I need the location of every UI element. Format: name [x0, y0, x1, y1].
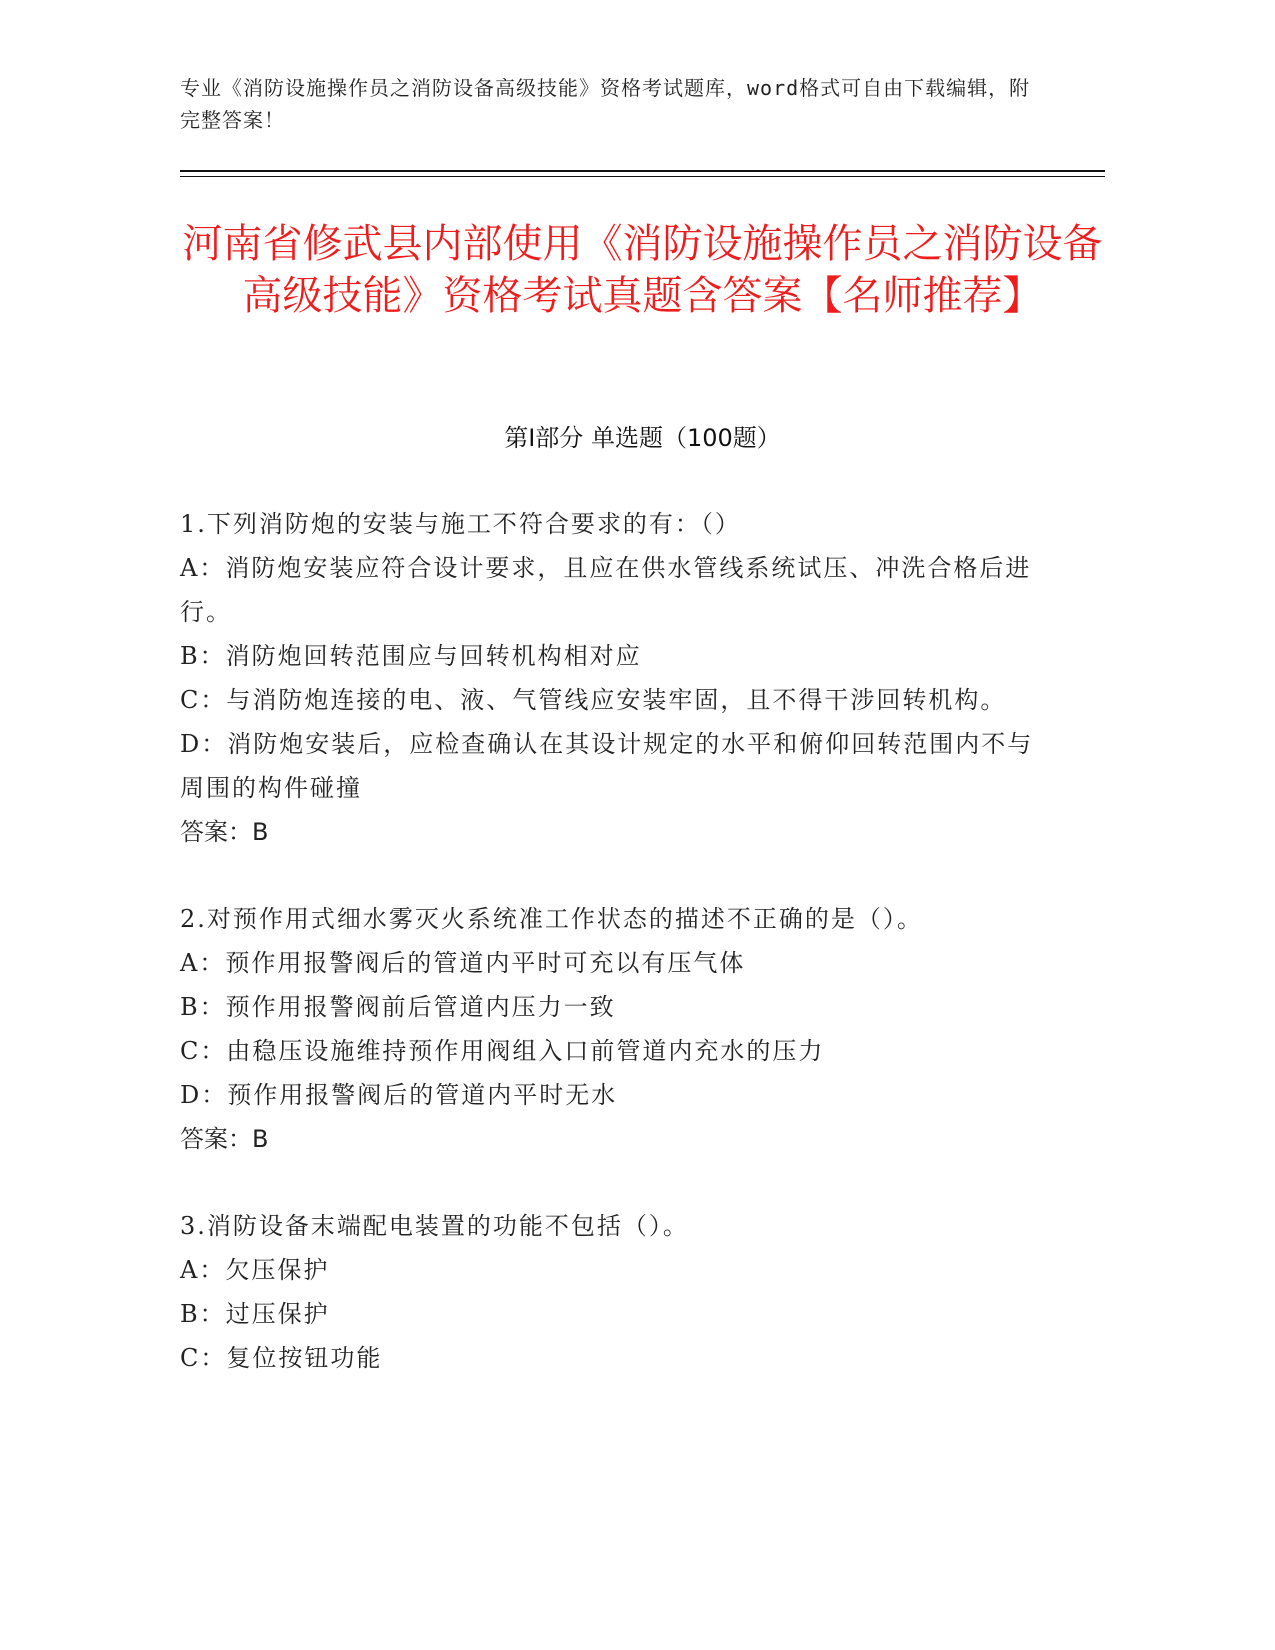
header-rule-thick — [180, 170, 1105, 172]
question-2 — [180, 897, 1040, 1161]
question-option: A：预作用报警阀后的管道内平时可充以有压气体 — [180, 949, 746, 977]
question-stem: 2.对预作用式细水雾灭火系统准工作状态的描述不正确的是（）。 — [180, 905, 923, 933]
question-option: B：消防炮回转范围应与回转机构相对应 — [180, 642, 642, 670]
question-option: B：预作用报警阀前后管道内压力一致 — [180, 993, 616, 1021]
question-answer: 答案：B — [180, 818, 269, 846]
section-title: 第Ⅰ部分 单选题（100题） — [504, 424, 781, 452]
question-stem: 3.消防设备末端配电装置的功能不包括（）。 — [180, 1212, 689, 1240]
question-option: D：预作用报警阀后的管道内平时无水 — [180, 1081, 618, 1109]
question-option: C：由稳压设施维持预作用阀组入口前管道内充水的压力 — [180, 1037, 825, 1065]
header-note: 专业《消防设施操作员之消防设备高级技能》资格考试题库，word格式可自由下载编辑，附完整答案！ — [180, 76, 1031, 132]
question-option: C：与消防炮连接的电、液、气管线应安装牢固，且不得干涉回转机构。 — [180, 686, 1007, 714]
question-option: A：欠压保护 — [180, 1256, 330, 1284]
question-list — [180, 502, 1040, 1423]
header-rule-thin — [180, 176, 1105, 177]
question-1 — [180, 502, 1040, 854]
question-option: A：消防炮安装应符合设计要求，且应在供水管线系统试压、冲洗合格后进行。 — [180, 554, 1032, 626]
question-answer: 答案：B — [180, 1125, 269, 1153]
question-option: B：过压保护 — [180, 1300, 330, 1328]
question-option: C：复位按钮功能 — [180, 1344, 383, 1372]
question-stem: 1.下列消防炮的安装与施工不符合要求的有：（） — [180, 510, 741, 538]
question-option: D：消防炮安装后，应检查确认在其设计规定的水平和俯仰回转范围内不与周围的构件碰撞 — [180, 730, 1034, 802]
document-title: 河南省修武县内部使用《消防设施操作员之消防设备高级技能》资格考试真题含答案【名师推荐】 — [182, 221, 1103, 319]
question-3 — [180, 1204, 1040, 1380]
